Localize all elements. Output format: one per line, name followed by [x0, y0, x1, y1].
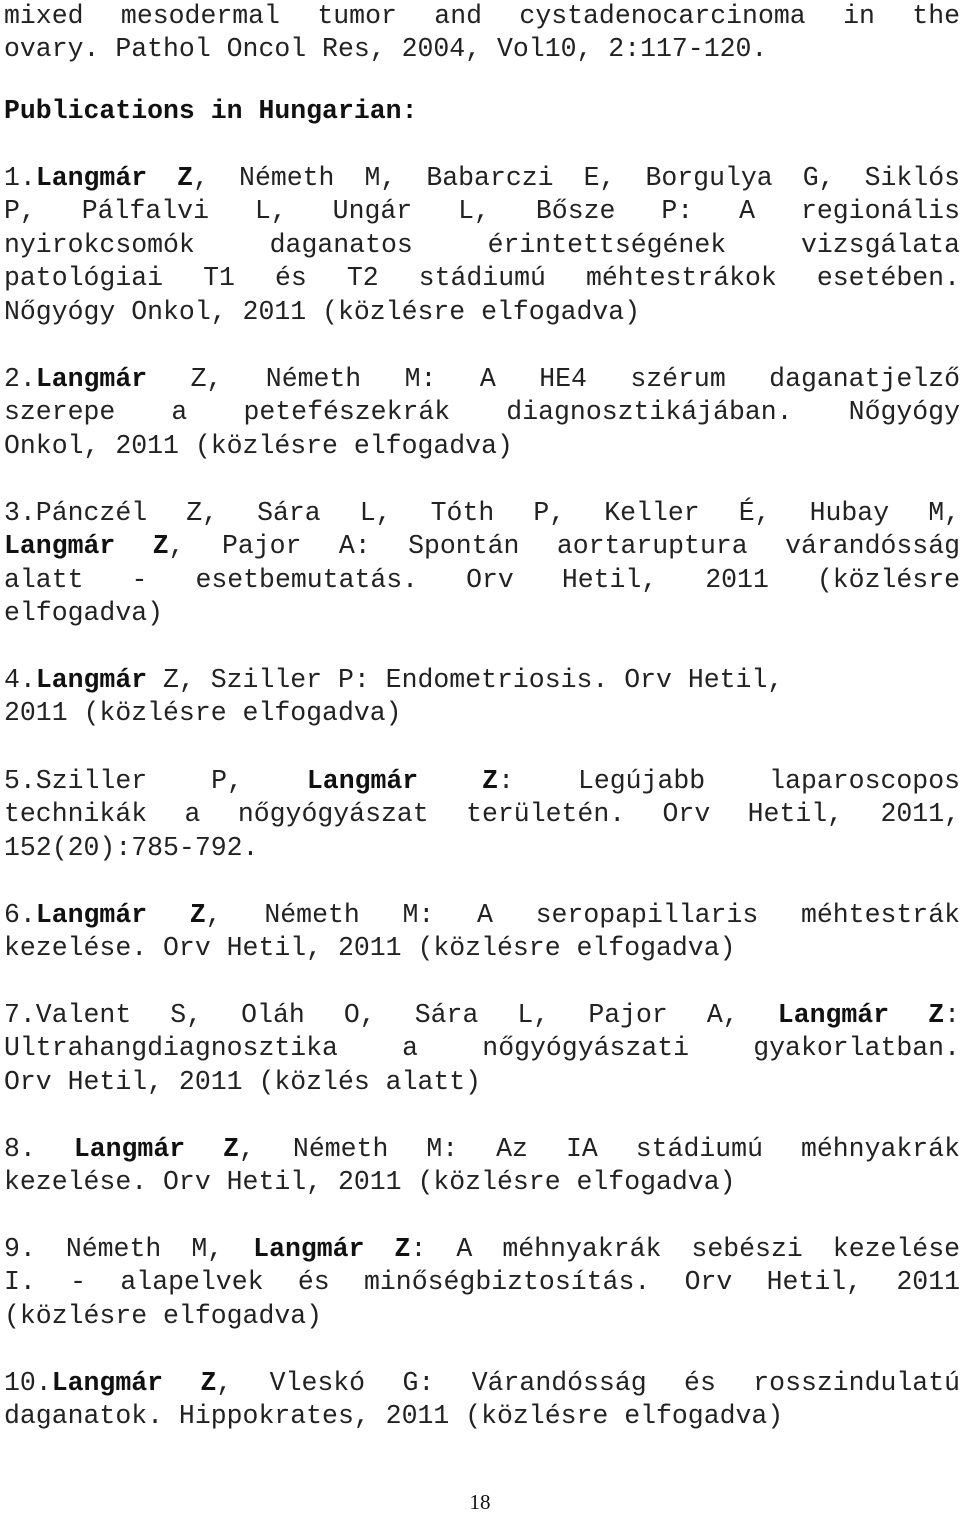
text-line: kezelése. Orv Hetil, 2011 (közlésre elfogadva) — [4, 933, 736, 964]
publication-item-7 — [4, 999, 960, 1099]
author-highlight: Langmár Z — [35, 163, 194, 193]
text-line: Orv Hetil, 2011 (közlés alatt) — [4, 1066, 482, 1097]
author-highlight: Langmár — [35, 364, 148, 394]
publication-item-9 — [4, 1233, 960, 1333]
publication-item-3 — [4, 497, 960, 631]
text-line: daganatok. Hippokrates, 2011 (közlésre elfogadva) — [4, 1401, 784, 1432]
text-segment: , Vleskó G: Várandósság és rosszindulatú — [216, 1368, 960, 1398]
previous-reference-continuation — [4, 0, 960, 67]
text-segment: , Németh M: Az IA stádiumú méhnyakrák — [239, 1134, 960, 1164]
text-line: I. - alapelvek és minőségbiztosítás. Orv Hetil, 2011 — [4, 1267, 960, 1298]
page-number: 18 — [469, 1490, 491, 1514]
text-line: Nőgyógy Onkol, 2011 (közlésre elfogadva) — [4, 296, 641, 327]
text-line: ovary. Pathol Oncol Res, 2004, Vol10, 2:117-120. — [4, 34, 768, 65]
publication-item-8 — [4, 1133, 960, 1200]
text-segment: : A méhnyakrák sebészi kezelése — [410, 1234, 960, 1264]
text-line: alatt - esetbemutatás. Orv Hetil, 2011 (közlésre — [4, 564, 960, 595]
author-highlight: Langmár Z — [73, 1134, 240, 1164]
text-line: elfogadva) — [4, 598, 164, 629]
publication-item-5 — [4, 765, 960, 865]
section-heading-text: Publications in Hungarian: — [4, 96, 418, 126]
text-line: 3.Pánczél Z, Sára L, Tóth P, Keller É, Hubay M, — [4, 498, 960, 528]
publication-item-6 — [4, 899, 960, 966]
text-line: (közlésre elfogadva) — [4, 1300, 323, 1331]
item-number: 6. — [4, 900, 36, 930]
text-segment: Z, Sziller P: Endometriosis. Orv Hetil, — [147, 665, 784, 695]
item-number: 4. — [4, 665, 36, 695]
text-segment: Z, Németh M: A HE4 szérum daganatjelző — [147, 364, 960, 394]
section-heading — [4, 95, 960, 128]
text-line: Ultrahangdiagnosztika a nőgyógyászati gyakorlatban. — [4, 1033, 960, 1064]
text-line: P, Pálfalvi L, Ungár L, Bősze P: A regionális — [4, 196, 960, 227]
text-segment: : Legújabb laparoscopos — [498, 766, 960, 796]
item-number: 7.Valent S, Oláh O, Sára L, Pajor A, — [4, 1000, 778, 1030]
author-highlight: Langmár Z — [35, 900, 206, 930]
publication-item-4 — [4, 664, 960, 731]
text-line: 152(20):785-792. — [4, 832, 259, 863]
author-highlight: Langmár Z — [4, 531, 169, 562]
publication-item-10 — [4, 1367, 960, 1434]
author-highlight: Langmár Z — [777, 1000, 945, 1030]
text-line: szerepe a petefészekrák diagnosztikájában. Nőgyógy — [4, 397, 960, 428]
text-segment: , Németh M, Babarczi E, Borgulya G, Siklós — [193, 163, 960, 193]
publication-item-1 — [4, 162, 960, 329]
text-line: technikák a nőgyógyászat területén. Orv Hetil, 2011, — [4, 799, 960, 830]
item-number: 2. — [4, 364, 36, 394]
text-line: 2011 (közlésre elfogadva) — [4, 698, 402, 729]
item-number: 8. — [4, 1134, 74, 1164]
text-line: patológiai T1 és T2 stádiumú méhtestrákok esetében. — [4, 263, 960, 294]
text-line: mixed mesodermal tumor and cystadenocarcinoma in the — [4, 1, 960, 31]
text-segment: , Németh M: A seropapillaris méhtestrák — [205, 900, 960, 930]
author-highlight: Langmár — [35, 665, 148, 695]
item-number: 1. — [4, 163, 36, 193]
text-line: Onkol, 2011 (közlésre elfogadva) — [4, 430, 513, 461]
author-highlight: Langmár Z — [253, 1234, 411, 1264]
author-highlight: Langmár Z — [51, 1368, 217, 1398]
item-number: 9. Németh M, — [4, 1234, 254, 1264]
text-line: nyirokcsomók daganatos érintettségének vizsgálata — [4, 229, 960, 260]
author-highlight: Langmár Z — [306, 766, 499, 796]
item-number: 5.Sziller P, — [4, 766, 307, 796]
text-segment: : — [944, 1000, 960, 1030]
text-segment: , Pajor A: Spontán aortaruptura várandósság — [168, 531, 960, 562]
publication-item-2 — [4, 363, 960, 463]
item-number: 10. — [4, 1368, 52, 1398]
text-line: kezelése. Orv Hetil, 2011 (közlésre elfogadva) — [4, 1167, 736, 1198]
